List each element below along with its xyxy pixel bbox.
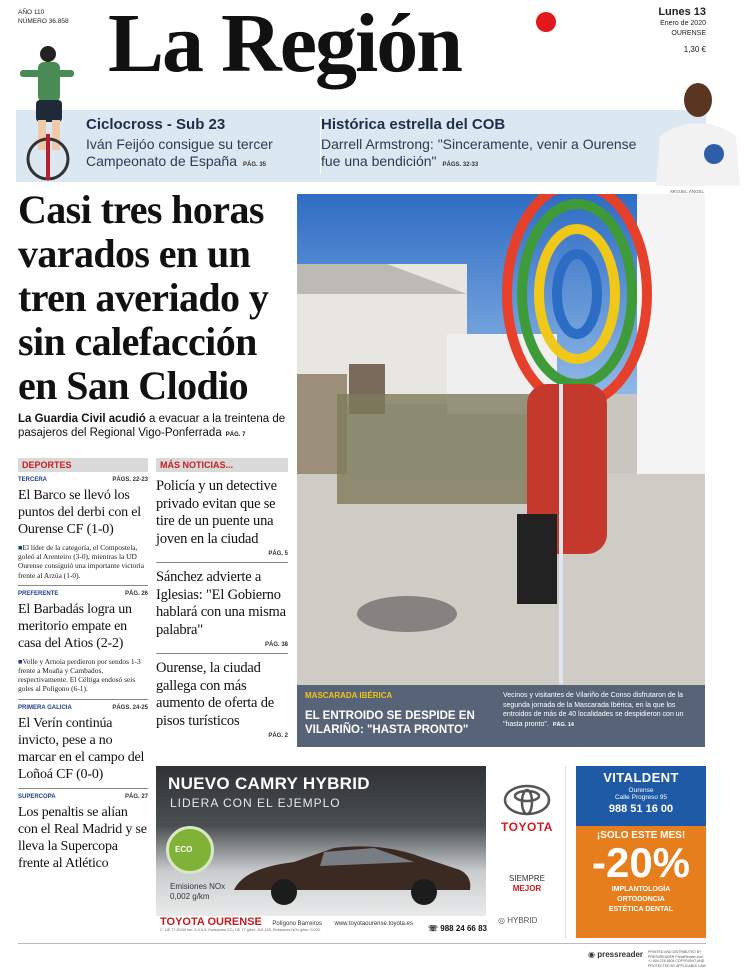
edition-year: AÑO 110 [18,9,45,16]
edition-info [18,8,69,26]
toyota-logo-icon [503,784,551,816]
caption-title[interactable]: EL ENTROIDO SE DESPIDE EN VILARIÑO: "HASTA PRONTO" [305,710,475,736]
dealer-phone: ☏ 988 24 66 83 [428,924,487,933]
pressreader-legal: PRINTED AND DISTRIBUTED BY PRESSREADER PressReader.com +1 604 278 4604 COPYRIGHT AND PROTECTED BY APPLICABLE LAW [648,950,706,968]
mas-noticias-item[interactable] [156,660,288,739]
mas-noticias-item[interactable] [156,569,288,648]
deportes-item[interactable] [18,590,148,694]
teaser-text: Iván Feijóo consigue su tercer Campeonato de España PÁG. 35 [86,136,273,169]
dealer-web[interactable]: www.toyotaourense.toyota.es [334,921,413,927]
dealer-name: TOYOTA OURENSE [160,916,262,928]
bullet-icon: ■ [18,543,23,552]
toyota-wordmark: TOYOTA [501,820,553,834]
car-image [224,840,474,910]
item-kicker-row [18,704,148,712]
item-text: ■El líder de la categoría, el Compostela, goleó al Arenteiro (3-0), mientras la UD Ourense consiguió una importante victoria frente al Arzúa (1-0). [18,543,145,580]
item-kicker-row [18,476,148,484]
lead-subhead [18,412,290,442]
vitaldent-offer [576,830,706,915]
teaser-title: Ciclocross - Sub 23 [86,116,226,133]
ad-subtitle: LIDERA CON EL EJEMPLO [170,796,341,810]
divider [156,653,288,654]
edition-date: Enero de 2020 [660,20,706,27]
hybrid-icon: ◎ [498,916,505,925]
deportes-column [18,458,148,872]
mas-noticias-item[interactable] [156,478,288,557]
caption-text: Vecinos y visitantes de Vilariño de Conso disfrutaron de la segunda jornada de la Mascarada Ibérica, en la que los entroidos de más de 40 localidades se despidieron con un "hasta pronto". PÁG. 14 [503,692,684,728]
teaser-page: PÁG. 35 [243,162,267,168]
ad-nox: Emisiones NOx 0,002 g/km [170,882,226,901]
vitaldent-service: ESTÉTICA DENTAL [608,906,674,913]
divider [18,788,148,789]
item-kicker: PREFERENTE [18,590,59,597]
teaser-title: Histórica estrella del COB [321,116,506,133]
dealer-address: Polígono Barreiros [272,921,323,927]
item-kicker-row [18,590,148,598]
edition-number: NÚMERO 36.858 [18,18,69,25]
mas-noticias-column [156,458,288,739]
teaser-ciclocross[interactable] [86,116,316,174]
vitaldent-service: ORTODONCIA [617,896,665,903]
edition-date-block [658,6,706,55]
edition-city: OURENSE [671,30,706,37]
ad-title: NUEVO CAMRY HYBRID [168,774,370,793]
item-kicker: PRIMERA GALICIA [18,704,72,711]
item-headline: Sánchez advierte a Iglesias: "El Gobierno hablará con una misma palabra" [156,569,286,638]
edition-day: Lunes 13 [658,6,706,18]
hybrid-logo: ◎ HYBRID [498,916,538,925]
teaser-text: Darrell Armstrong: "Sinceramente, venir a Ourense fue una bendición" PÁGS. 32-33 [321,136,637,169]
vitaldent-phone: 988 51 16 00 [608,803,674,815]
pressreader-badge[interactable] [588,950,706,968]
vitaldent-promo: ¡SOLO ESTE MES! [596,830,686,841]
deportes-item[interactable] [18,476,148,580]
photo-credit: MIGUEL ÁNGEL [670,189,704,194]
logo-text: La Región [108,0,462,90]
divider [18,699,148,700]
vitaldent-header [576,766,706,826]
item-headline: Los penaltis se alían con el Real Madrid y se lleva la Supercopa frente al Atlético [18,804,147,871]
vitaldent-ad[interactable] [576,766,706,938]
main-photo[interactable] [297,194,705,747]
photo-caption [297,685,705,747]
lead-subhead-bold: La Guardia Civil acudió [18,413,146,425]
deportes-item[interactable] [18,793,148,872]
item-headline: El Barbadás logra un meritorio empate en casa del Atios (2-2) [18,601,132,651]
vitaldent-discount: -20% [591,839,691,886]
bottom-divider [18,943,706,944]
section-deportes: DEPORTES [18,458,148,472]
logo-red-dot [536,12,556,32]
item-kicker: SUPERCOPA [18,793,56,800]
toyota-ad[interactable] [156,766,566,938]
armstrong-photo[interactable] [646,80,746,186]
masthead [0,0,750,108]
item-page: PÁGS. 22-23 [112,477,148,483]
divider [156,562,288,563]
vitaldent-street: Calle Progreso 95 [614,794,668,801]
bullet-icon: ■ [18,656,23,666]
item-page: PÁG. 26 [124,590,148,597]
caption-page: PÁG. 14 [552,721,574,728]
teaser-strip [16,110,706,182]
ad-legal-text: C. UE 77-5/100 km: 5,3-5,5. Emisiones CO₂ UE 77 g/km: 119-125. Emisiones NOx g/km: 0,002. [160,928,321,932]
item-headline: Ourense, la ciudad gallega con más aumento de oferta de pisos turísticos [156,660,274,729]
lead-headline[interactable]: Casi tres horas varados en un tren averiado y sin calefacción en San Clodio [18,187,269,408]
caption-kicker: MASCARADA IBÉRICA [305,691,393,700]
item-page: PÁG. 38 [264,642,288,648]
item-text: ■Velle y Arnoia perdieron por sendos 1-3 frente a Moaña y Cambados, respectivamente. El Céltiga endosó seis goles al Polígono (6-1). [18,656,141,694]
pressreader-icon: ◉ [588,950,595,959]
ad-car-background [156,766,486,916]
item-kicker: TERCERA [18,477,48,483]
siempre-mejor: SIEMPRE MEJOR [508,874,545,893]
item-page: PÁG. 5 [268,551,288,557]
newspaper-logo[interactable] [108,0,628,90]
item-page: PÁG. 27 [124,793,148,800]
section-mas-noticias: MÁS NOTICIAS... [156,458,288,472]
item-headline: El Verín continúa invicto, pese a no marcar en el campo del Loñoá CF (0-0) [18,715,145,782]
eco-badge-icon: ECO [166,826,214,874]
deportes-item[interactable] [18,704,148,783]
item-headline: El Barco se llevó los puntos del derbi con el Ourense CF (1-0) [18,488,141,537]
lead-subhead-rest: a evacuar a la treintena de pasajeros del Regional Vigo-Ponferrada [18,413,286,439]
cyclist-photo[interactable] [8,44,78,184]
item-headline: Policía y un detective privado evitan que se tire de un puente una joven en la ciudad [156,478,277,547]
vitaldent-city: Ourense [628,787,654,794]
item-page: PÁGS. 24-25 [112,704,148,711]
divider [18,585,148,586]
ad-brand-column [488,766,566,925]
edition-price: 1,30 € [683,45,706,54]
lead-page: PÁG. 7 [225,432,246,438]
item-page: PÁG. 2 [268,733,288,739]
vitaldent-name: VITALDENT [603,770,679,785]
teaser-armstrong[interactable] [320,116,650,174]
pressreader-brand: pressreader [597,950,644,959]
item-kicker-row [18,793,148,801]
vitaldent-service: IMPLANTOLOGÍA [611,886,671,893]
phone-icon: ☏ [428,924,439,933]
teaser-page: PÁGS. 32-33 [442,162,479,168]
